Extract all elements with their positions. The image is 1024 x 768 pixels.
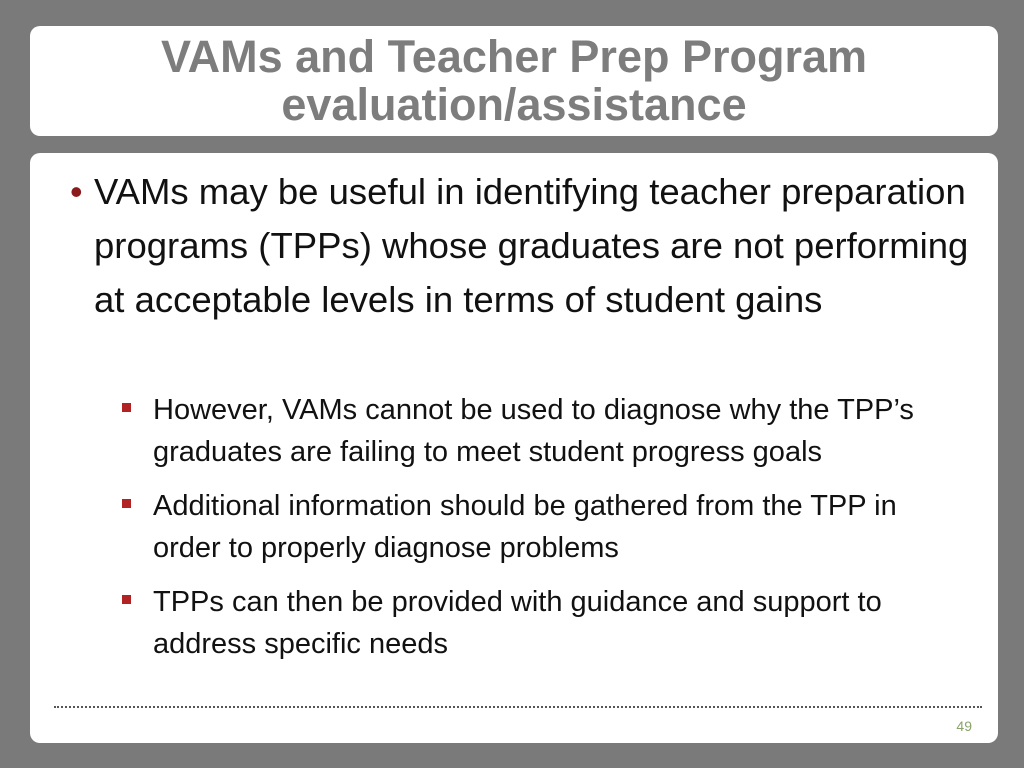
main-bullet bbox=[70, 165, 970, 327]
sub-bullet bbox=[122, 389, 962, 473]
slide-title-line-1: VAMs and Teacher Prep Program bbox=[160, 31, 868, 82]
sub-bullet-list bbox=[122, 389, 962, 677]
square-bullet-icon bbox=[122, 389, 153, 473]
bullet-dot-icon: • bbox=[70, 171, 83, 212]
main-bullet-text: VAMs may be useful in identifying teacher preparation programs (TPPs) whose graduates are not performing at acceptable levels in terms of student gains bbox=[94, 171, 969, 320]
slide-number: 49 bbox=[956, 718, 972, 734]
sub-bullet-text: However, VAMs cannot be used to diagnose why the TPP’s graduates are failing to meet student progress goals bbox=[153, 394, 914, 468]
slide-title-line-2: evaluation/assistance bbox=[281, 79, 747, 130]
sub-bullet-text: TPPs can then be provided with guidance and support to address specific needs bbox=[153, 586, 882, 660]
square-bullet-icon bbox=[122, 485, 153, 569]
sub-bullet bbox=[122, 485, 962, 569]
sub-bullet-text: Additional information should be gathered from the TPP in order to properly diagnose problems bbox=[153, 490, 897, 564]
square-bullet-icon bbox=[122, 581, 153, 665]
sub-bullet bbox=[122, 581, 962, 665]
title-panel bbox=[30, 26, 998, 136]
content-panel bbox=[30, 153, 998, 743]
footer-divider bbox=[54, 706, 982, 708]
